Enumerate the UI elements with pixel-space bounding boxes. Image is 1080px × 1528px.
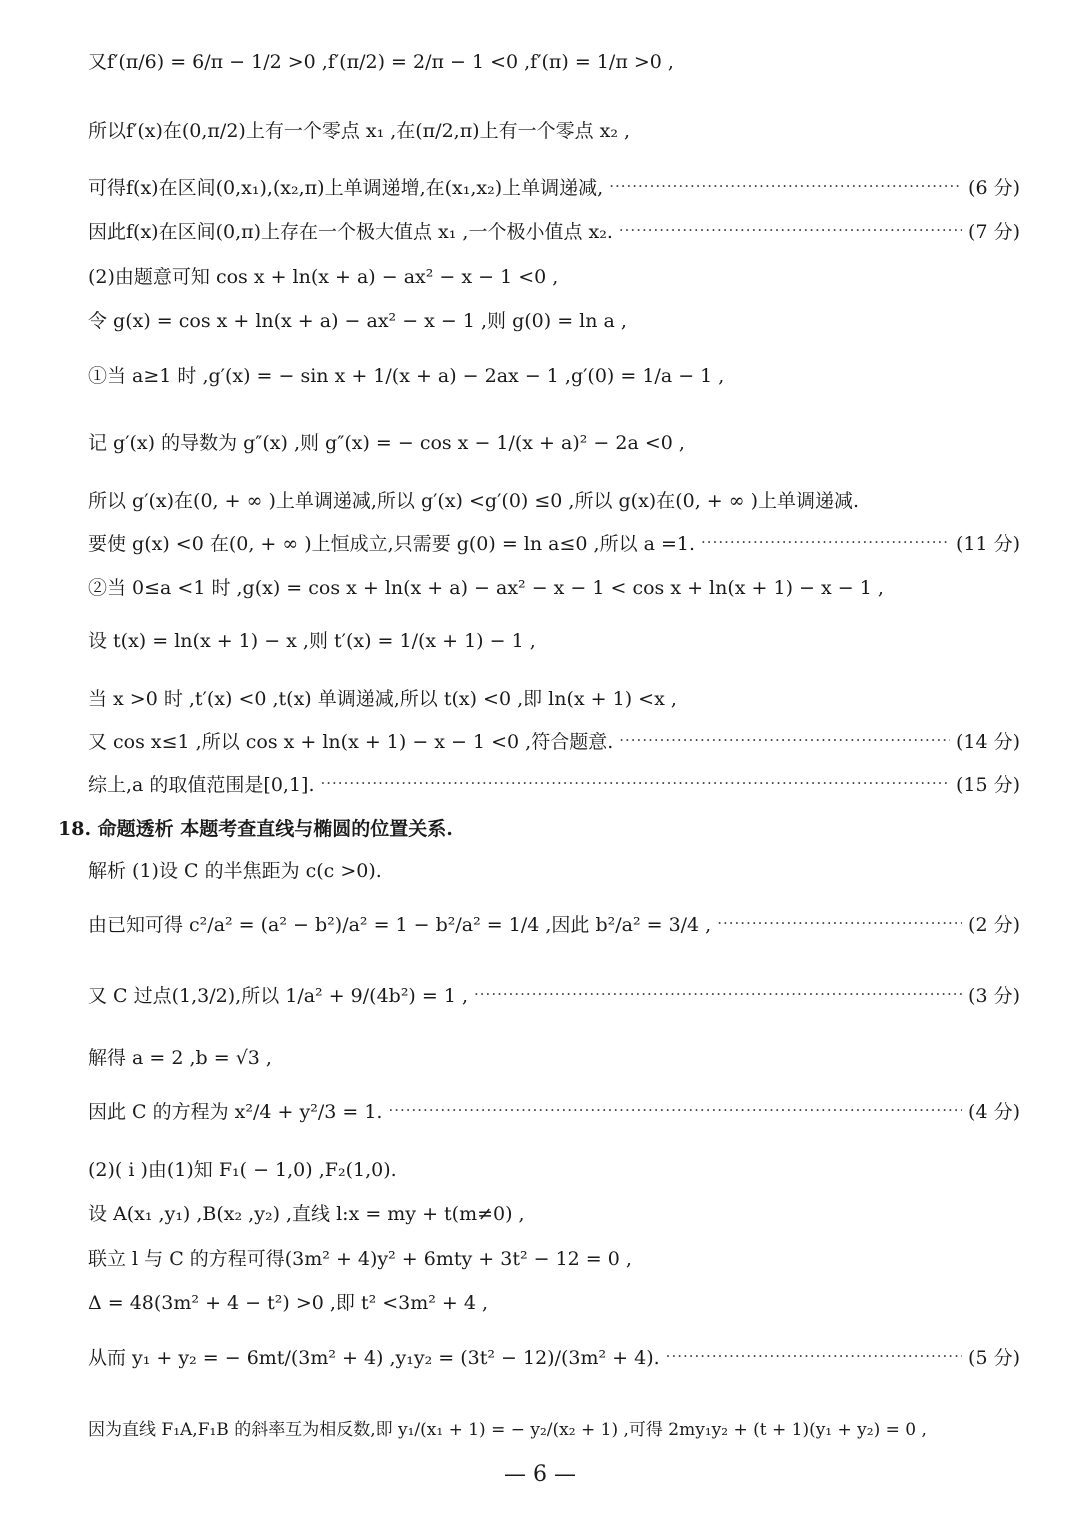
line-text: 从而 y₁ + y₂ = − 6mt/(3m² + 4) ,y₁y₂ = (3t² − 12)/(3m² + 4). xyxy=(88,1347,660,1369)
line-text: 所以f′(x)在(0,π/2)上有一个零点 x₁ ,在(π/2,π)上有一个零点 x₂ , xyxy=(88,120,631,142)
line-text: 要使 g(x) <0 在(0, + ∞ )上恒成立,只需要 g(0) = ln a≤0 ,所以 a =1. xyxy=(88,533,696,555)
problem-heading xyxy=(58,814,1020,841)
score-label: (15 分) xyxy=(955,774,1020,796)
line-text: 解得 a = 2 ,b = √3 , xyxy=(88,1047,272,1069)
line-text: 又 cos x≤1 ,所以 cos x + ln(x + 1) − x − 1 <0 ,符合题意. xyxy=(88,731,614,753)
dot-leader xyxy=(619,222,962,239)
solution-line xyxy=(88,486,1020,513)
solution-line xyxy=(88,47,1020,74)
dot-leader xyxy=(619,732,950,749)
line-text: 联立 l 与 C 的方程可得(3m² + 4)y² + 6mty + 3t² − 12 = 0 , xyxy=(88,1248,632,1270)
line-text: 记 g′(x) 的导数为 g″(x) ,则 g″(x) = − cos x − 1/(x + a)² − 2a <0 , xyxy=(88,432,685,454)
solution-line xyxy=(88,626,1020,653)
dot-leader xyxy=(717,915,962,932)
dot-leader xyxy=(474,986,962,1003)
line-text: 解析 (1)设 C 的半焦距为 c(c >0). xyxy=(88,860,382,882)
line-text: 可得f(x)在区间(0,x₁),(x₂,π)上单调递增,在(x₁,x₂)上单调递减, xyxy=(88,177,604,199)
solution-line xyxy=(88,1288,1020,1315)
solution-line xyxy=(88,910,1020,937)
solution-line xyxy=(88,770,1020,797)
score-label: (11 分) xyxy=(955,533,1020,555)
score-label: (2 分) xyxy=(968,914,1020,936)
line-text: 综上,a 的取值范围是[0,1]. xyxy=(88,774,315,796)
solution-line xyxy=(88,1097,1020,1124)
solution-line xyxy=(88,1043,1020,1070)
dot-leader xyxy=(321,775,950,792)
dot-leader xyxy=(666,1348,962,1365)
line-text: (2)( ⅰ )由(1)知 F₁( − 1,0) ,F₂(1,0). xyxy=(88,1159,397,1181)
solution-line xyxy=(88,428,1020,455)
solution-line xyxy=(88,529,1020,556)
solution-line xyxy=(88,173,1020,200)
solution-line xyxy=(88,981,1020,1008)
solution-line xyxy=(88,217,1020,244)
solution-line xyxy=(88,1244,1020,1271)
score-label: (3 分) xyxy=(968,985,1020,1007)
line-text: 因为直线 F₁A,F₁B 的斜率互为相反数,即 y₁/(x₁ + 1) = − y₂/(x₂ + 1) ,可得 2my₁y₂ + (t + 1)(y₁ + y₂) = 0 , xyxy=(88,1420,927,1440)
line-text: ①当 a≥1 时 ,g′(x) = − sin x + 1/(x + a) − 2ax − 1 ,g′(0) = 1/a − 1 , xyxy=(88,365,725,387)
solution-line xyxy=(88,116,1020,143)
score-label: (7 分) xyxy=(968,221,1020,243)
solution-line xyxy=(88,262,1020,289)
score-label: (6 分) xyxy=(968,177,1020,199)
line-text: 18. 命题透析 本题考查直线与椭圆的位置关系. xyxy=(58,818,453,840)
line-text: 当 x >0 时 ,t′(x) <0 ,t(x) 单调递减,所以 t(x) <0 ,即 ln(x + 1) <x , xyxy=(88,688,677,710)
solution-line xyxy=(88,1415,1020,1440)
dot-leader xyxy=(701,534,950,551)
solution-line xyxy=(88,1199,1020,1226)
solution-line xyxy=(88,573,1020,600)
line-text: 由已知可得 c²/a² = (a² − b²)/a² = 1 − b²/a² = 1/4 ,因此 b²/a² = 3/4 , xyxy=(88,914,712,936)
solution-line xyxy=(88,306,1020,333)
score-label: (5 分) xyxy=(968,1347,1020,1369)
page-number: — 6 — xyxy=(504,1462,576,1487)
solution-line xyxy=(88,1343,1020,1370)
line-text: 因此f(x)在区间(0,π)上存在一个极大值点 x₁ ,一个极小值点 x₂. xyxy=(88,221,613,243)
line-text: Δ = 48(3m² + 4 − t²) >0 ,即 t² <3m² + 4 , xyxy=(88,1292,489,1314)
line-text: 所以 g′(x)在(0, + ∞ )上单调递减,所以 g′(x) <g′(0) ≤0 ,所以 g(x)在(0, + ∞ )上单调递减. xyxy=(88,490,860,512)
dot-leader xyxy=(388,1102,962,1119)
solution-line xyxy=(88,684,1020,711)
line-text: (2)由题意可知 cos x + ln(x + a) − ax² − x − 1 <0 , xyxy=(88,266,559,288)
solution-line xyxy=(88,1155,1020,1182)
line-text: 令 g(x) = cos x + ln(x + a) − ax² − x − 1 ,则 g(0) = ln a , xyxy=(88,310,627,332)
score-label: (14 分) xyxy=(955,731,1020,753)
solution-line xyxy=(88,856,1020,883)
line-text: 设 t(x) = ln(x + 1) − x ,则 t′(x) = 1/(x + 1) − 1 , xyxy=(88,630,536,652)
line-text: 因此 C 的方程为 x²/4 + y²/3 = 1. xyxy=(88,1101,383,1123)
line-text: ②当 0≤a <1 时 ,g(x) = cos x + ln(x + a) − ax² − x − 1 < cos x + ln(x + 1) − x − 1 , xyxy=(88,577,884,599)
line-text: 又f′(π/6) = 6/π − 1/2 >0 ,f′(π/2) = 2/π − 1 <0 ,f′(π) = 1/π >0 , xyxy=(88,51,674,73)
score-label: (4 分) xyxy=(968,1101,1020,1123)
dot-leader xyxy=(609,178,962,195)
line-text: 又 C 过点(1,3/2),所以 1/a² + 9/(4b²) = 1 , xyxy=(88,985,469,1007)
solution-line xyxy=(88,361,1020,388)
line-text: 设 A(x₁ ,y₁) ,B(x₂ ,y₂) ,直线 l:x = my + t(m≠0) , xyxy=(88,1203,525,1225)
solution-line xyxy=(88,727,1020,754)
